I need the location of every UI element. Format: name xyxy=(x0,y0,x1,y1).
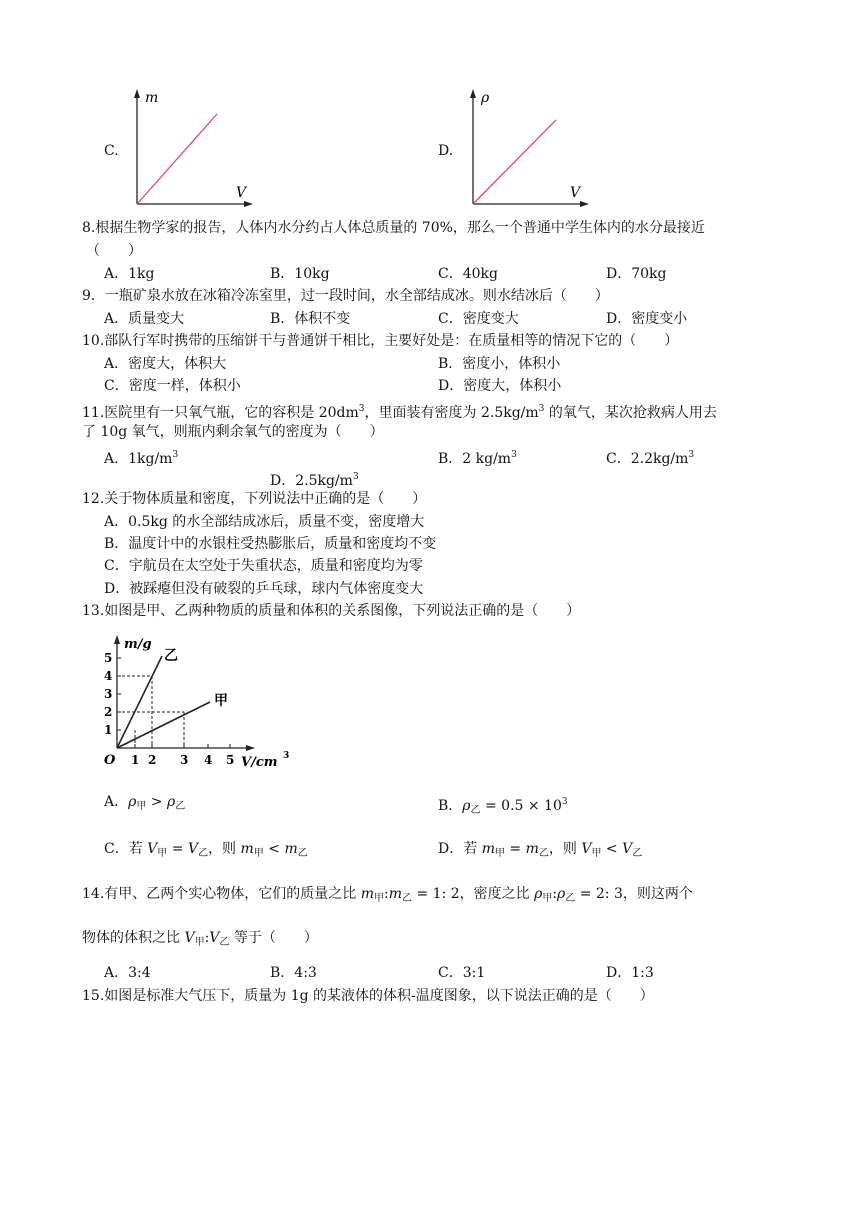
q10-option-d[interactable]: D．密度大，体积小 xyxy=(438,378,562,394)
q13-series-jia-label: 甲 xyxy=(214,693,228,709)
q13-mass-volume-chart xyxy=(100,632,300,772)
q10-option-a[interactable]: A．密度大，体积大 xyxy=(104,356,227,372)
q14-option-b[interactable]: B．4:3 xyxy=(270,965,317,981)
q13-option-c[interactable]: C．若 $V_甲 = V_乙$，则 $m_甲 < m_乙$ xyxy=(104,841,308,859)
q7d-x-label: V xyxy=(570,185,581,201)
q14-question-line2: 物体的体积之比 $V_甲:V_乙$ 等于（ ） xyxy=(82,930,318,948)
q10-option-b[interactable]: B．密度小，体积小 xyxy=(438,356,561,372)
q13-series-yi-line xyxy=(117,656,162,748)
q13-series-jia-line xyxy=(117,702,210,748)
q8-question-blank: （ ） xyxy=(86,243,142,259)
q14-option-c[interactable]: C．3:1 xyxy=(438,965,486,981)
q14-option-a[interactable]: A．3:4 xyxy=(104,965,151,981)
q14-question-line1: 14.有甲、乙两个实心物体，它们的质量之比 $m_甲:m_乙 = 1$: 2，密度之比 $\rho_甲:\rho_乙 = 2$: 3，则这两个 xyxy=(82,886,693,904)
q10-option-c[interactable]: C．密度一样，体积小 xyxy=(104,378,241,394)
q13-origin-label: O xyxy=(104,753,116,768)
q7d-y-label: ρ xyxy=(481,90,490,106)
q13-xtick-1: 1 xyxy=(131,753,140,767)
q9-option-a[interactable]: A．质量变大 xyxy=(104,311,185,327)
q13-xtick-3: 3 xyxy=(180,753,189,767)
q7c-y-label: m xyxy=(145,90,159,106)
q9-option-b[interactable]: B．体积不变 xyxy=(270,311,351,327)
q12-option-d[interactable]: D．被踩瘪但没有破裂的乒乓球，球内气体密度变大 xyxy=(104,581,424,597)
q13-xtick-5: 5 xyxy=(226,753,235,767)
q8-option-c[interactable]: C．40kg xyxy=(438,266,498,282)
q9-question: 9．一瓶矿泉水放在冰箱冷冻室里，过一段时间，水全部结成冰。则水结冰后（ ） xyxy=(82,288,609,304)
q8-option-a[interactable]: A．1kg xyxy=(104,266,155,282)
q13-option-b[interactable]: B．$\rho_乙 = 0.5 \times 10^3$ xyxy=(438,797,568,816)
q13-series-yi-label: 乙 xyxy=(164,648,178,664)
q12-option-c[interactable]: C．宇航员在太空处于失重状态，质量和密度均为零 xyxy=(104,558,423,574)
q11-option-d[interactable]: D．$2.5kg/m^3$ xyxy=(270,472,359,489)
q7-option-c-graph xyxy=(124,86,254,211)
q13-y-ticks xyxy=(104,651,121,737)
q10-question: 10.部队行军时携带的压缩饼干与普通饼干相比，主要好处是：在质量相等的情况下它的（ ） xyxy=(82,333,679,349)
q11-question-line1: 11.医院里有一只氧气瓶，它的容积是 $20dm^3$，里面装有密度为 $2.5kg/m^3$ 的氧气，某次抢救病人用去 xyxy=(82,404,717,421)
q9-option-d[interactable]: D．密度变小 xyxy=(606,311,688,327)
q13-ytick-5: 5 xyxy=(104,651,113,665)
q13-ytick-3: 3 xyxy=(104,687,113,701)
q13-xtick-2: 2 xyxy=(148,753,157,767)
q8-question: 8.根据生物学家的报告，人体内水分约占人体总质量的 70%，那么一个普通中学生体内的水分最接近 xyxy=(82,220,705,236)
q13-ytick-4: 4 xyxy=(104,669,113,683)
q11-option-b[interactable]: B．2 $kg/m^3$ xyxy=(438,450,517,467)
q13-x-axis-label-sup: 3 xyxy=(283,751,290,761)
q15-question: 15.如图是标准大气压下，质量为 1g 的某液体的体积-温度图象，以下说法正确的是（ ） xyxy=(82,988,654,1004)
q7-option-d-graph xyxy=(460,86,590,211)
q8-option-d[interactable]: D．70kg xyxy=(606,266,667,282)
q13-xtick-4: 4 xyxy=(204,753,213,767)
q13-x-axis-label: V/cm xyxy=(241,755,278,770)
q11-question-line2: 了 10g 氧气，则瓶内剩余氧气的密度为（ ） xyxy=(82,424,384,440)
q13-question: 13.如图是甲、乙两种物质的质量和体积的关系图像，下列说法正确的是（ ） xyxy=(82,603,581,619)
q12-option-a[interactable]: A．0.5kg 的水全部结成冰后，质量不变，密度增大 xyxy=(104,514,425,530)
q13-option-d[interactable]: D．若 $m_甲 = m_乙$，则 $V_甲 < V_乙$ xyxy=(438,841,643,859)
q8-option-b[interactable]: B．10kg xyxy=(270,266,330,282)
q13-ytick-2: 2 xyxy=(104,705,113,719)
q7-option-d-label[interactable]: D. xyxy=(438,143,454,159)
q14-option-d[interactable]: D．1:3 xyxy=(606,965,654,981)
q13-y-axis-label: m/g xyxy=(124,637,152,652)
q12-option-b[interactable]: B．温度计中的水银柱受热膨胀后，质量和密度均不变 xyxy=(104,536,437,552)
q11-option-c[interactable]: C．$2.2kg/m^3$ xyxy=(606,450,695,467)
q7c-x-label: V xyxy=(236,185,247,201)
q11-option-a[interactable]: A．$1kg/m^3$ xyxy=(104,450,179,467)
q13-ytick-1: 1 xyxy=(104,723,113,737)
q9-option-c[interactable]: C．密度变大 xyxy=(438,311,519,327)
q12-question: 12.关于物体质量和密度，下列说法中正确的是（ ） xyxy=(82,491,427,507)
q13-option-a[interactable]: A．$\rho_甲 > \rho_乙$ xyxy=(104,794,186,812)
q7-option-c-label[interactable]: C. xyxy=(104,143,119,159)
